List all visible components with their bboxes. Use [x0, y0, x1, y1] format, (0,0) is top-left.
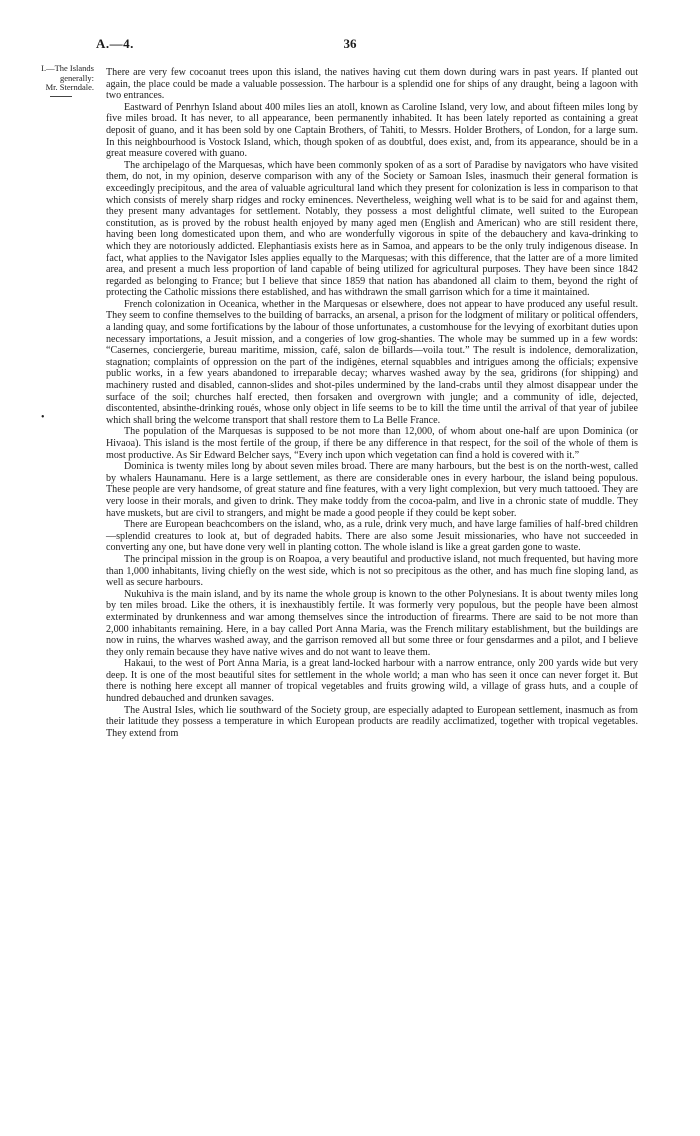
- page-number: 36: [343, 36, 357, 51]
- document-reference: A.—4.: [96, 36, 134, 51]
- margin-bullet-mark: •: [41, 412, 45, 423]
- paragraph: The Austral Isles, which lie southward of the Society group, are especially adapted to European settlement, inasmuch as from their latitude they possess a temperature in which European products are readily acclimatized, together with tropical vegetables. They extend from: [106, 704, 638, 739]
- paragraph: The archipelago of the Marquesas, which have been commonly spoken of as a sort of Paradise by navigators who have visited them, do not, in my opinion, deserve comparison with any of the Society or Samoan Isles, inasmuch their general formation is exceedingly precipitous, and the area of valuable agricultural land which they present for colonization is less in comparison to that which consists of merely sharp ridges and rocky eminences. Nevertheless, weighing well what is to be said for and against them, they present many advantages for settlement. Notably, they possess a most delightful climate, well suited to the European constitution, as is proved by the robust health enjoyed by many aged men (English and American) who are still resident there, having been long domesticated upon them, and who are wonderfully vigorous in spite of the debauchery and kava-drinking to which they are notoriously addicted. Elephantiasis exists here as in Samoa, and appears to be the only truly indigenous disease. In fact, what applies to the Navigator Isles applies equally to the Marquesas; with this difference, that the latter are of a more limited area, and present a much less proportion of land capable of being utilized for agricultural purposes. They have been since 1842 regarded as belonging to France; but I believe that since 1859 that nation has abandoned all claim to them, beyond the right of protecting the Catholic missions there established, and has withdrawn the small garrison which for a time it maintained.: [106, 159, 638, 299]
- margin-note-line: I.—The Islands: [41, 63, 94, 73]
- page-header: [96, 36, 604, 56]
- paragraph: Eastward of Penrhyn Island about 400 miles lies an atoll, known as Caroline Island, very low, and about fifteen miles long by five miles broad. It has never, to all appearance, been permanently inhabited. It has been lately reported as containing a great deposit of guano, and it has been sold by one Captain Brothers, of Tahiti, to Messrs. Holder Brothers, of London, for a large sum. In this neighbourhood is Vostock Island, which, though spoken of as doubtful, does exist, and, from its appearance, should be in a great measure covered with guano.: [106, 101, 638, 160]
- paragraph: There are European beachcombers on the island, who, as a rule, drink very much, and have large families of half-bred children—splendid creatures to look at, but of degraded habits. There are also some Jesuit missionaries, who have not succeeded in converting any one, but have done very well in planting cotton. The whole island is like a great garden gone to waste.: [106, 519, 638, 554]
- paragraph: Hakaui, to the west of Port Anna Maria, is a great land-locked harbour with a narrow entrance, only 200 yards wide but very deep. It is one of the most beautiful sites for settlement in the whole world; a man who has seen it once can never forget it. But there is nothing here except all manner of tropical vegetables and fruits growing wild, a village of grass huts, and a couple of hundred debauched and drunken savages.: [106, 658, 638, 705]
- paragraph: There are very few cocoanut trees upon this island, the natives having cut them down during wars in past years. If planted out again, the place could be made a valuable possession. The harbour is a splendid one for ships of any draught, being a lagoon with two entrances.: [106, 67, 638, 102]
- paragraph: Dominica is twenty miles long by about seven miles broad. There are many harbours, but the best is on the north-west, called by whalers Haunamanu. Here is a large settlement, as there are considerable ones in every harbour, the island being populous. These people are very handsome, of great stature and fine features, with a very light complexion, but very much tattooed. They are very loose in their morals, and given to drink. They make toddy from the cocoa-palm, and live in a chronic state of muddle. They have muskets, but are civil to strangers, and might be made a good people if they could be kept sober.: [106, 461, 638, 519]
- margin-note-line: generally:: [60, 72, 94, 83]
- paragraph: The principal mission in the group is on Roapoa, a very beautiful and productive island, not much frequented, but having more than 1,000 inhabitants, living chiefly on the west side, which is not so precipitous as the other, and has much fine sloping land, as well as secure harbours.: [106, 553, 638, 589]
- body-text: [106, 67, 638, 739]
- margin-note-rule: [50, 96, 72, 97]
- margin-note: [8, 64, 94, 97]
- paragraph: The population of the Marquesas is supposed to be not more than 12,000, of whom about one-half are upon Dominica (or Hivaoa). This island is the most fertile of the group, if there be any difference in that respect, for the soil of the whole of them is most productive. As Sir Edward Belcher says, “Every inch upon which vegetation can find a hold is covered with it.”: [106, 426, 638, 461]
- margin-note-line: Mr. Sterndale.: [45, 82, 94, 92]
- paragraph: French colonization in Oceanica, whether in the Marquesas or elsewhere, does not appear to have produced any useful result. They seem to confine themselves to the building of barracks, an arsenal, a prison for the lodgment of military or political offenders, a landing quay, and some fortifications by the labour of those unfortunates, a customhouse for the levying of exorbitant duties upon necessary importations, a Jesuit mission, and a congeries of low grog-shanties. The whole may be summed up in a few words: “Casernes, conciergerie, bureau maritime, mission, café, salon de billards—voila tout.” The result is indolence, demoralization, stagnation; complaints of oppression on the part of the indigènes, eternal squabbles and intrigues among the officials; expensive public works, in a few years abandoned to irreparable decay; wharves washed away by the sea, gridirons (for shipping) and machinery rusted and disabled, cannon-slides and shot-piles undermined by the land-crabs until they almost disappear under the surface of the soil; churches half erected, then forsaken and overgrown with jungle; and a community of idle, dejected, discontented, absinthe-drinking roués, whose only object in life seems to be to kill the time until the arrival of that year of jubilee which shall bring the welcome transport that shall restore them to La Belle France.: [106, 298, 638, 426]
- paragraph: Nukuhiva is the main island, and by its name the whole group is known to the other Polynesians. It is about twenty miles long by ten miles broad. Like the others, it is inexhaustibly fertile. It was formerly very populous, but the people have been almost exterminated by drunkenness and war among themselves since the introduction of firearms. There are said to be not more than 2,000 inhabitants remaining. Here, in a bay called Port Anna Maria, was the French military establishment, but the buildings are now in ruins, the wharves washed away, and the garrison removed all but some three or four gensdarmes and a pilot, and I believe they only remain because they have native wives and do not want to leave them.: [106, 588, 638, 658]
